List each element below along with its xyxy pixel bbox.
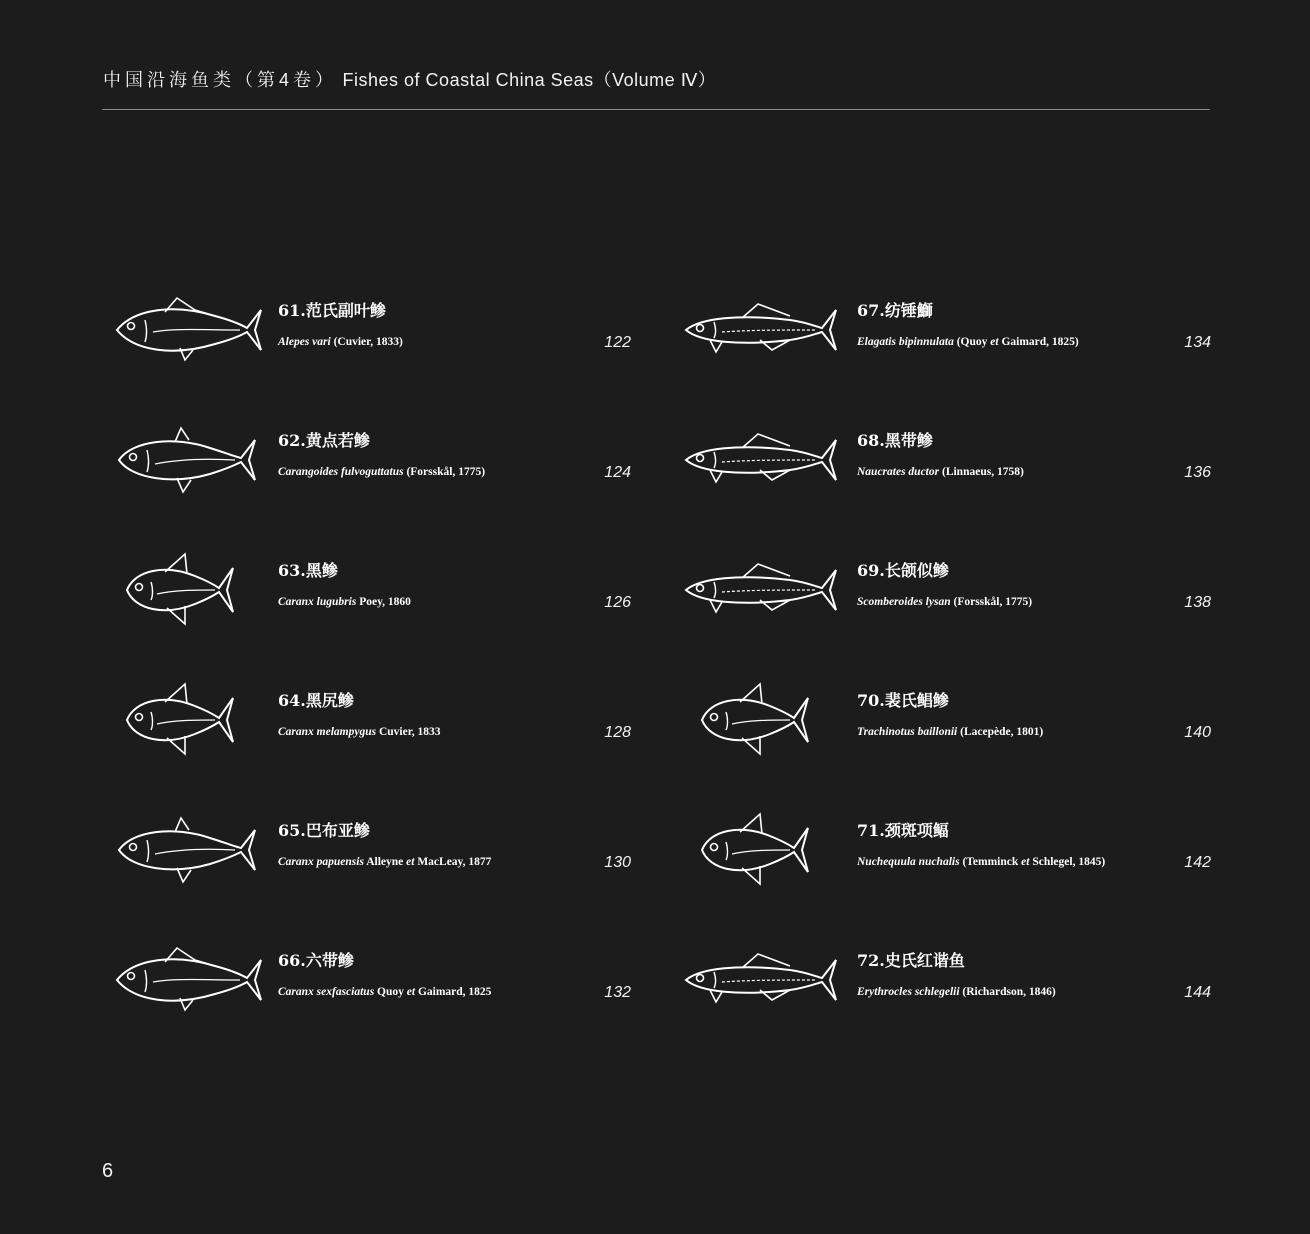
entry-page-number: 144	[1184, 984, 1211, 1001]
contents-entry[interactable]	[103, 810, 633, 940]
entry-page-number: 136	[1184, 464, 1211, 481]
entry-title: 64.黑尻鲹	[278, 691, 354, 710]
entry-title: 62.黄点若鲹	[278, 431, 370, 450]
entry-page-number: 140	[1184, 724, 1211, 741]
entry-scientific-name: Caranx papuensis Alleyne et MacLeay, 1877	[278, 856, 492, 868]
entry-page-number: 128	[604, 724, 631, 741]
entry-page-number: 124	[604, 464, 631, 481]
entry-title: 68.黑带鲹	[857, 431, 933, 450]
entry-title: 72.史氏红谐鱼	[857, 951, 965, 970]
entry-scientific-name: Trachinotus baillonii (Lacepède, 1801)	[857, 726, 1044, 738]
entry-page-number: 122	[604, 334, 631, 351]
entry-scientific-name: Caranx lugubris Poey, 1860	[278, 596, 411, 608]
entry-title: 63.黑鲹	[278, 561, 338, 580]
contents-entry[interactable]	[680, 680, 1211, 810]
entry-title: 69.长颌似鲹	[857, 561, 949, 580]
entry-scientific-name: Caranx melampygus Cuvier, 1833	[278, 726, 441, 738]
fish-illustration-icon	[680, 680, 840, 760]
fish-illustration-icon	[105, 420, 265, 500]
contents-entry[interactable]	[103, 940, 633, 1070]
entry-page-number: 138	[1184, 594, 1211, 611]
fish-illustration-icon	[680, 290, 840, 370]
entry-title: 67.纺锤鰤	[857, 301, 933, 320]
fish-illustration-icon	[105, 290, 265, 370]
contents-entry[interactable]	[680, 420, 1211, 550]
contents-entry[interactable]	[680, 810, 1211, 940]
entry-scientific-name: Nuchequula nuchalis (Temminck et Schlegel, 1845)	[857, 856, 1106, 868]
contents-entry[interactable]	[103, 680, 633, 810]
contents-entry[interactable]	[680, 940, 1211, 1070]
contents-column-right	[680, 290, 1211, 1070]
contents-entry[interactable]	[680, 290, 1211, 420]
entry-scientific-name: Erythrocles schlegelii (Richardson, 1846)	[857, 986, 1056, 998]
entry-page-number: 142	[1184, 854, 1211, 871]
fish-illustration-icon	[680, 810, 840, 890]
entry-title: 66.六带鲹	[278, 951, 354, 970]
fish-illustration-icon	[105, 550, 265, 630]
page-number: 6	[102, 1160, 114, 1182]
entry-title: 71.颈斑项鲾	[857, 821, 949, 840]
contents-column-left	[103, 290, 633, 1070]
entry-page-number: 132	[604, 984, 631, 1001]
fish-illustration-icon	[680, 550, 840, 630]
fish-illustration-icon	[105, 680, 265, 760]
header-title-cn: 中国沿海鱼类（第4卷）	[103, 70, 338, 90]
entry-scientific-name: Elagatis bipinnulata (Quoy et Gaimard, 1825)	[857, 336, 1079, 348]
entry-title: 61.范氏副叶鲹	[278, 301, 386, 320]
entry-scientific-name: Caranx sexfasciatus Quoy et Gaimard, 1825	[278, 986, 492, 998]
header-divider	[102, 109, 1210, 110]
header-title-en: Fishes of Coastal China Seas（Volume Ⅳ）	[342, 70, 717, 90]
contents-entry[interactable]	[680, 550, 1211, 680]
entry-scientific-name: Scomberoides lysan (Forsskål, 1775)	[857, 596, 1033, 608]
entry-page-number: 134	[1184, 334, 1211, 351]
entry-scientific-name: Alepes vari (Cuvier, 1833)	[278, 336, 403, 348]
entry-scientific-name: Naucrates ductor (Linnaeus, 1758)	[857, 466, 1024, 478]
entry-title: 70.裴氏鲳鲹	[857, 691, 949, 710]
contents-entry[interactable]	[103, 550, 633, 680]
fish-illustration-icon	[105, 810, 265, 890]
entry-page-number: 126	[604, 594, 631, 611]
fish-illustration-icon	[105, 940, 265, 1020]
contents-entry[interactable]	[103, 420, 633, 550]
fish-illustration-icon	[680, 940, 840, 1020]
entry-title: 65.巴布亚鲹	[278, 821, 370, 840]
entry-page-number: 130	[604, 854, 631, 871]
fish-illustration-icon	[680, 420, 840, 500]
running-header	[103, 66, 716, 92]
entry-scientific-name: Carangoides fulvoguttatus (Forsskål, 1775)	[278, 466, 486, 478]
contents-entry[interactable]	[103, 290, 633, 420]
